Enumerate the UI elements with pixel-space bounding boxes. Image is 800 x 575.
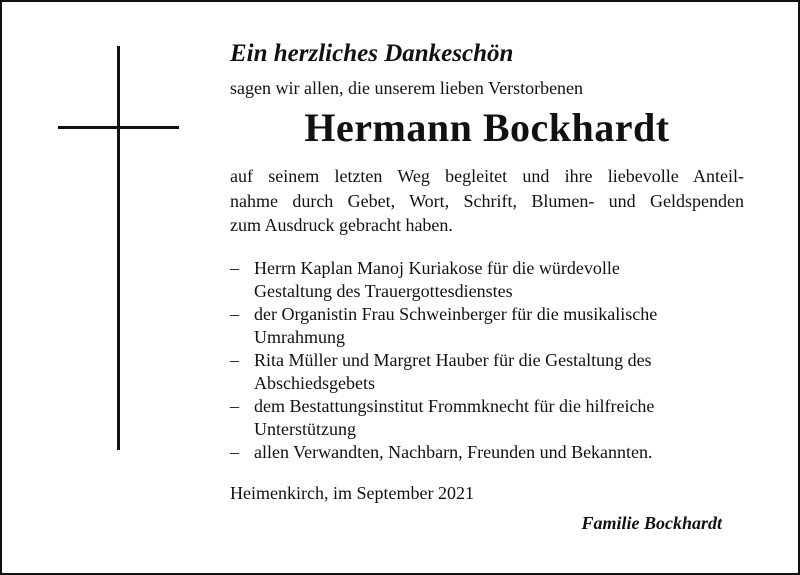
dash-bullet: – (230, 350, 239, 370)
dash-bullet: – (230, 304, 239, 324)
deceased-name: Hermann Bockhardt (304, 105, 670, 150)
thanks-line: dem Bestattungsinstitut Frommknecht für die hilfreiche (254, 396, 655, 416)
thanks-item (230, 349, 744, 395)
thanks-line: Umrahmung (254, 327, 345, 347)
dash-bullet: – (230, 258, 239, 278)
notice-intro: sagen wir allen, die unserem lieben Verstorbenen (230, 78, 584, 98)
thanks-line: Abschiedsgebets (254, 373, 375, 393)
thanks-item (230, 441, 744, 464)
thanks-line: Rita Müller und Margret Hauber für die Gestaltung des (254, 350, 652, 370)
dash-bullet: – (230, 396, 239, 416)
cross-horizontal-bar (58, 126, 179, 129)
dash-bullet: – (230, 442, 239, 462)
thanks-line: Gestaltung des Trauergottesdienstes (254, 281, 513, 301)
body-line: auf seinem letzten Weg begleitet und ihre liebevolle Anteil- (230, 166, 744, 186)
body-line: zum Ausdruck gebracht haben. (230, 215, 453, 235)
body-line: nahme durch Gebet, Wort, Schrift, Blumen- und Geldspenden (230, 190, 744, 211)
thanks-item (230, 257, 744, 303)
thanks-line: Herrn Kaplan Manoj Kuriakose für die würdevolle (254, 258, 620, 278)
thanks-list (230, 257, 744, 464)
cross-vertical-bar (117, 46, 120, 450)
notice-heading: Ein herzliches Dankeschön (230, 40, 514, 67)
family-signature: Familie Bockhardt (581, 513, 722, 533)
notice-body (230, 164, 744, 238)
thanks-item (230, 303, 744, 349)
thanks-line: Unterstützung (254, 419, 356, 439)
thanks-line: allen Verwandten, Nachbarn, Freunden und Bekannten. (254, 442, 653, 462)
thanks-item (230, 395, 744, 441)
thanks-line: der Organistin Frau Schweinberger für die musikalische (254, 304, 658, 324)
place-date: Heimenkirch, im September 2021 (230, 483, 474, 503)
